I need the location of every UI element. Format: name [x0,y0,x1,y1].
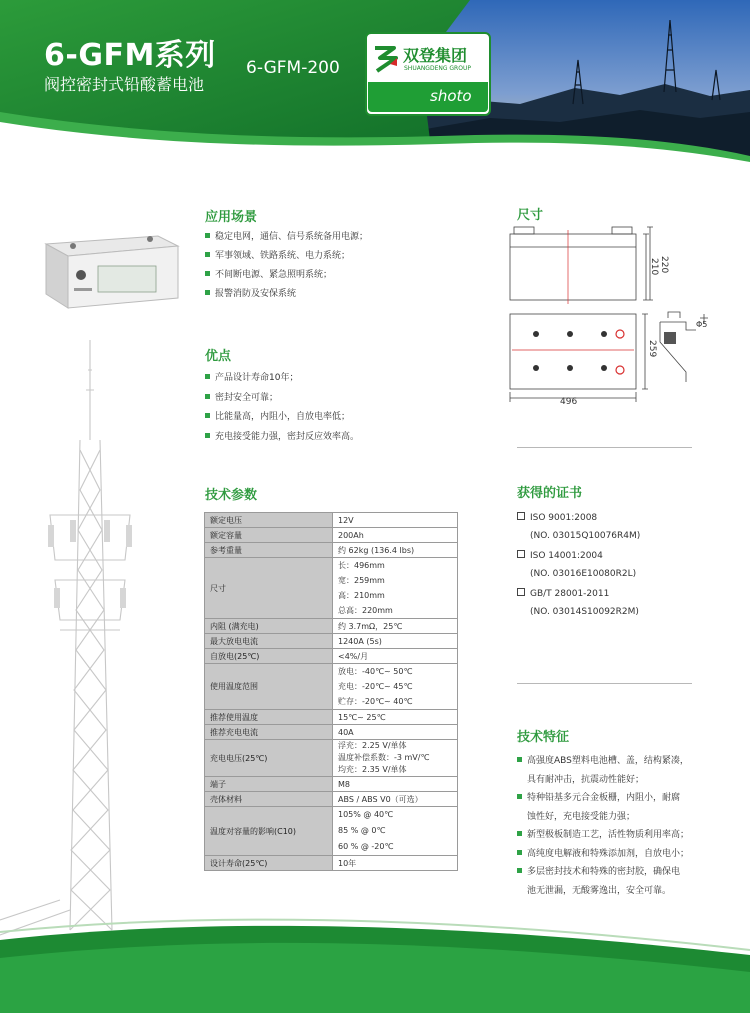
certificate-number: (NO. 03015Q10076R4M) [530,531,641,541]
spec-value: 均充：2.35 V/单体 [338,765,407,774]
spec-label: 使用温度范围 [205,664,333,710]
checkbox-icon [517,588,525,596]
certificate-number: (NO. 03016E10080R2L) [530,569,637,579]
certificate-name: ISO 9001:2008 [517,512,597,523]
spec-label: 壳体材料 [205,792,333,807]
feature-item: 新型极板制造工艺，活性物质利用率高； [517,826,707,845]
spec-value: 15℃~ 25℃ [333,710,458,725]
certificate-name: GB/T 28001-2011 [517,588,609,599]
spec-value: 约 62kg (136.4 lbs) [333,543,458,558]
spec-value: 贮存：-20℃~ 40℃ [338,697,413,706]
page-title: 6-GFM系列 [44,38,216,73]
bullet-icon [517,794,522,799]
certificate-name: ISO 14001:2004 [517,550,603,561]
spec-label: 端子 [205,777,333,792]
spec-value: 12V [333,513,458,528]
spec-value: ABS / ABS V0（可选） [333,792,458,807]
feature-item-continuation: 具有耐冲击，抗震动性能好； [527,774,645,785]
advantage-item: 密封安全可靠； [205,390,278,403]
spec-value: 宽：259mm [338,576,385,585]
application-item: 不间断电源、紧急照明系统； [205,267,332,280]
spec-row [205,649,458,664]
certificates-title: 获得的证书 [517,486,583,501]
spec-value: 放电：-40℃~ 50℃ [338,667,413,676]
battery-product-image [38,228,183,313]
applications-title: 应用场景 [205,210,258,225]
spec-label: 自放电(25℃) [205,649,333,664]
spec-row [205,740,458,777]
feature-list [517,752,707,900]
spec-row [205,558,458,619]
spec-row [205,856,458,871]
logo-brand-text: shoto [430,87,472,105]
spec-row [205,710,458,725]
spec-label: 充电电压(25℃) [205,740,333,777]
spec-value: 长：496mm [338,561,385,570]
length-496-label: 496 [560,397,578,407]
advantage-item: 产品设计寿命10年； [205,370,298,383]
feature-item-continuation: 池无泄漏，无酸雾逸出，安全可靠。 [527,885,672,896]
page-subtitle: 阀控密封式铅酸蓄电池 [44,75,205,94]
spec-value: 约 3.7mΩ，25℃ [333,619,458,634]
logo-english-name: SHUANGDENG GROUP [404,65,471,72]
advantages-title: 优点 [205,349,232,364]
spec-label: 参考重量 [205,543,333,558]
model-number: 6-GFM-200 [246,58,340,78]
spec-label: 推荐充电电流 [205,725,333,740]
spec-value: 充电：-20℃~ 45℃ [338,682,413,691]
specs-title: 技术参数 [205,488,258,503]
features-title: 技术特征 [517,730,570,745]
spec-value: 40A [333,725,458,740]
spec-value: <4%/月 [333,649,458,664]
divider [517,683,692,684]
bullet-icon [517,757,522,762]
feature-item-continuation: 蚀性好，充电接受能力强； [527,811,636,822]
feature-item: 多层密封技术和特殊的密封胶，确保电 [517,863,707,882]
bullet-icon [517,831,522,836]
feature-item: 高纯度电解液和特殊添加剂，自放电小； [517,845,707,864]
height-220-label: 220 [659,256,669,274]
application-item: 报警消防及安保系统 [205,286,296,299]
spec-value: 85 % @ 0℃ [338,826,386,835]
spec-row [205,664,458,710]
spec-row [205,807,458,856]
application-item: 稳定电网，通信、信号系统备用电源； [205,229,368,242]
spec-row [205,792,458,807]
spec-value: M8 [333,777,458,792]
application-item: 军事领域、铁路系统、电力系统； [205,248,350,261]
advantage-item: 充电接受能力强，密封反应效率高。 [205,429,359,442]
spec-label: 推荐使用温度 [205,710,333,725]
brand-mark-icon [372,44,400,74]
spec-row [205,725,458,740]
footer-wave [0,910,750,1013]
feature-item: 高强度ABS塑料电池槽、盖，结构紧凑， [517,752,707,771]
spec-row [205,619,458,634]
spec-row [205,777,458,792]
feature-item: 特种铅基多元合金板栅，内阻小，耐腐 [517,789,707,808]
spec-row [205,634,458,649]
logo-chinese-name: 双登集团 [403,46,468,65]
spec-value: 温度补偿系数：-3 mV/℃ [338,753,430,762]
spec-label: 内阻 (满充电) [205,619,333,634]
width-259-label: 259 [647,340,657,358]
checkbox-icon [517,512,525,520]
spec-label: 尺寸 [205,558,333,619]
spec-value: 60 % @ -20℃ [338,842,394,851]
bolt-diameter-label: Φ5 [696,320,708,329]
spec-value: 105% @ 40℃ [338,810,394,819]
telecom-tower-illustration [0,330,190,950]
checkbox-icon [517,550,525,558]
spec-table [204,512,458,871]
spec-value: 总高：220mm [338,606,393,615]
spec-row [205,513,458,528]
spec-label: 设计寿命(25℃) [205,856,333,871]
certificate-number: (NO. 03014S10092R2M) [530,607,639,617]
spec-label: 温度对容量的影响(C10) [205,807,333,856]
dimension-drawing [500,222,715,412]
bullet-icon [517,850,522,855]
spec-row [205,543,458,558]
advantage-item: 比能量高，内阻小，自放电率低； [205,409,350,422]
spec-value: 200Ah [333,528,458,543]
height-210-label: 210 [649,258,659,276]
spec-value: 1240A (5s) [333,634,458,649]
spec-label: 最大放电电流 [205,634,333,649]
spec-label: 额定容量 [205,528,333,543]
spec-value: 高：210mm [338,591,385,600]
spec-value: 浮充：2.25 V/单体 [338,741,407,750]
bullet-icon [517,868,522,873]
spec-label: 额定电压 [205,513,333,528]
divider [517,447,692,448]
spec-value: 10年 [333,856,458,871]
dimensions-title: 尺寸 [517,208,544,223]
spec-row [205,528,458,543]
